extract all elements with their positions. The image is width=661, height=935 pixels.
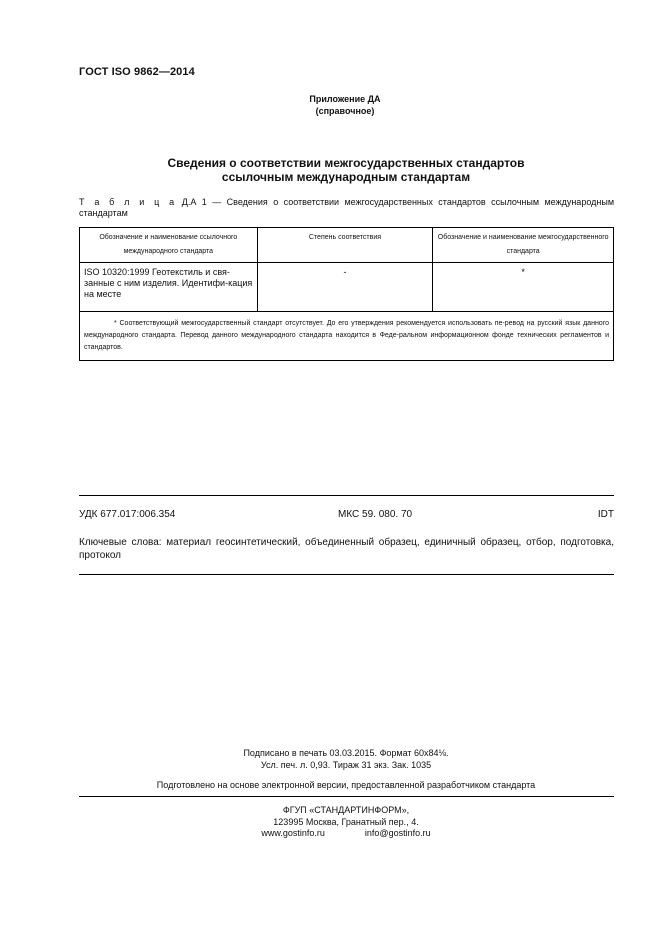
section-title-line1: Сведения о соответствии межгосударственных стандартов <box>167 156 525 170</box>
publisher-website[interactable]: www.gostinfo.ru <box>261 828 325 838</box>
divider-bottom <box>79 574 614 575</box>
cell-conformity-degree: - <box>257 263 433 312</box>
table-row <box>80 263 614 312</box>
table-caption-label: Т а б л и ц а <box>79 197 177 207</box>
footer-divider <box>79 796 614 797</box>
table-caption-text: Д.А 1 — Сведения о соответствии межгосударственных стандартов ссылочным международным стандартам <box>79 197 615 218</box>
idt-label: IDT <box>597 509 614 520</box>
header-conformity-degree: Степень соответствия <box>257 228 433 263</box>
keywords: Ключевые слова: материал геосинтетический, объединенный образец, единичный образец, отбор, подготовка, протокол <box>79 537 614 561</box>
standards-table <box>79 227 614 361</box>
cell-interstate-standard: * <box>433 263 614 312</box>
imprint-line3: Подготовлено на основе электронной версии, предоставленной разработчиком стандарта <box>156 780 536 790</box>
document-code: ГОСТ ISO 9862—2014 <box>79 66 195 78</box>
udk-code: УДК 677.017:006.354 <box>79 509 176 520</box>
imprint-line1: Подписано в печать 03.03.2015. Формат 60x84⅛. <box>243 748 449 758</box>
table-note <box>80 312 614 361</box>
section-title-line2: ссылочным международным стандартам <box>221 170 471 184</box>
appendix-title: Приложение ДА <box>309 94 381 104</box>
table-note-text: * Соответствующий межгосударственный стандарт отсутствует. До его утверждения рекомендуется использовать пе-ревод на русский язык данного международного стандарта. Перевод данного международного стандарта находится в Феде-ральном информационном фонде технических регламентов и стандартов. <box>84 320 609 351</box>
imprint-line2: Усл. печ. л. 0,93. Тираж 31 экз. Зак. 1035 <box>260 760 432 770</box>
table-caption <box>79 197 614 219</box>
publisher-address: 123995 Москва, Гранатный пер., 4. <box>273 817 419 827</box>
header-international-standard: Обозначение и наименование ссылочного международного стандарта <box>80 228 258 263</box>
header-interstate-standard: Обозначение и наименование межгосударственного стандарта <box>433 228 614 263</box>
publisher-email[interactable]: info@gostinfo.ru <box>364 828 431 838</box>
mks-code: МКС 59. 080. 70 <box>338 509 413 520</box>
appendix-subtitle: (справочное) <box>315 106 375 116</box>
table-header-row <box>80 228 614 263</box>
cell-international-standard: ISO 10320:1999 Геотекстиль и свя-занные с ним изделия. Идентифи-кация на месте <box>80 263 258 312</box>
divider-top <box>79 495 614 496</box>
publisher-name: ФГУП «СТАНДАРТИНФОРМ», <box>282 805 410 815</box>
table-note-row <box>80 312 614 361</box>
publisher-contacts <box>0 827 661 839</box>
